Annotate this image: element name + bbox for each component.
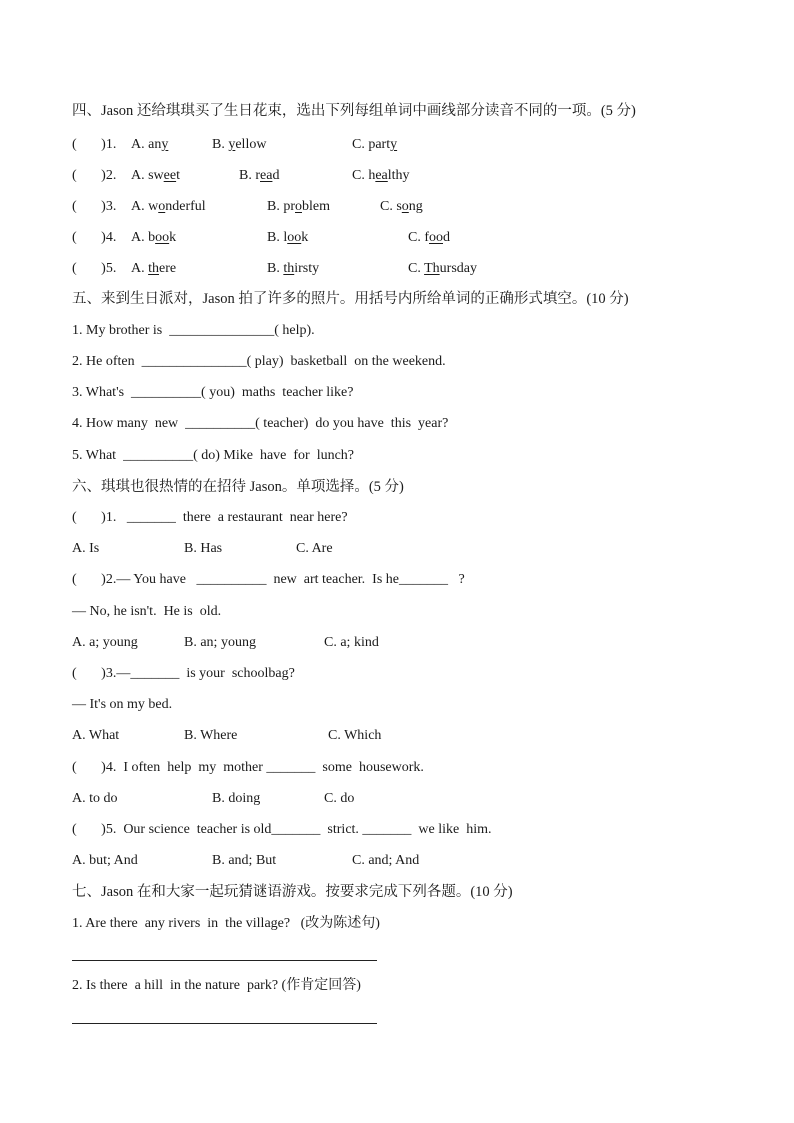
section5-item-4: 4. How many new __________( teacher) do you have this year? — [72, 416, 449, 431]
q1-option-a: A. Is — [72, 541, 100, 556]
section7-item-1: 1. Are there any rivers in the village? (改为陈述句) — [72, 916, 380, 931]
q4-option-a: A. to do — [72, 791, 118, 806]
section6-question-5: ( )5. Our science teacher is old_______ strict. _______ we like him. — [72, 822, 492, 837]
section5-heading: 五、来到生日派对，Jason 拍了许多的照片。用括号内所给单词的正确形式填空。(10 分) — [72, 291, 629, 307]
option-b: B. yellow — [212, 137, 267, 152]
section6-question-3: ( )3.—_______ is your schoolbag? — [72, 666, 295, 681]
section6-question-1: ( )1. _______ there a restaurant near here? — [72, 510, 348, 525]
q3-option-a: A. What — [72, 728, 120, 743]
section4-heading: 四、Jason 还给琪琪买了生日花束，选出下列每组单词中画线部分读音不同的一项。(5 分) — [72, 103, 636, 119]
q1-option-b: B. Has — [184, 541, 223, 556]
section5-item-1: 1. My brother is _______________( help). — [72, 323, 315, 338]
answer-line-1[interactable] — [72, 960, 377, 961]
q2-option-c: C. a; kind — [324, 635, 379, 650]
section5-item-5: 5. What __________( do) Mike have for lunch? — [72, 448, 355, 463]
q3-option-b: B. Where — [184, 728, 238, 743]
option-b: B. problem — [267, 199, 330, 214]
q4-option-b: B. doing — [212, 791, 261, 806]
option-b: B. look — [267, 230, 309, 245]
section5-item-2: 2. He often _______________( play) basketball on the weekend. — [72, 354, 446, 369]
option-a: A. there — [131, 261, 177, 276]
option-a: A. wonderful — [131, 199, 206, 214]
q3-option-c: C. Which — [328, 728, 382, 743]
section7-item-2: 2. Is there a hill in the nature park? (作肯定回答) — [72, 978, 361, 993]
section7-heading: 七、Jason 在和大家一起玩猜谜语游戏。按要求完成下列各题。(10 分) — [72, 884, 513, 900]
item-number: ( )1. — [72, 137, 117, 152]
option-c: C. healthy — [352, 168, 410, 183]
answer-line-2[interactable] — [72, 1023, 377, 1024]
section5-item-3: 3. What's __________( you) maths teacher like? — [72, 385, 354, 400]
section6-q2-reply: — No, he isn't. He is old. — [72, 604, 222, 619]
section6-question-2: ( )2.— You have __________ new art teacher. Is he_______ ? — [72, 572, 465, 587]
section6-question-4: ( )4. I often help my mother _______ some housework. — [72, 760, 424, 775]
item-number: ( )3. — [72, 199, 117, 214]
q4-option-c: C. do — [324, 791, 355, 806]
item-number: ( )4. — [72, 230, 117, 245]
option-b: B. read — [239, 168, 280, 183]
option-c: C. Thursday — [408, 261, 477, 276]
item-number: ( )5. — [72, 261, 117, 276]
q2-option-b: B. an; young — [184, 635, 256, 650]
option-c: C. song — [380, 199, 423, 214]
q1-option-c: C. Are — [296, 541, 333, 556]
section6-q3-reply: — It's on my bed. — [72, 697, 173, 712]
q2-option-a: A. a; young — [72, 635, 138, 650]
option-c: C. food — [408, 230, 450, 245]
option-a: A. any — [131, 137, 169, 152]
item-number: ( )2. — [72, 168, 117, 183]
section6-heading: 六、琪琪也很热情的在招待 Jason。单项选择。(5 分) — [72, 479, 404, 495]
option-a: A. sweet — [131, 168, 180, 183]
q5-option-b: B. and; But — [212, 853, 277, 868]
option-b: B. thirsty — [267, 261, 320, 276]
q5-option-c: C. and; And — [352, 853, 420, 868]
option-c: C. party — [352, 137, 398, 152]
option-a: A. book — [131, 230, 177, 245]
q5-option-a: A. but; And — [72, 853, 138, 868]
